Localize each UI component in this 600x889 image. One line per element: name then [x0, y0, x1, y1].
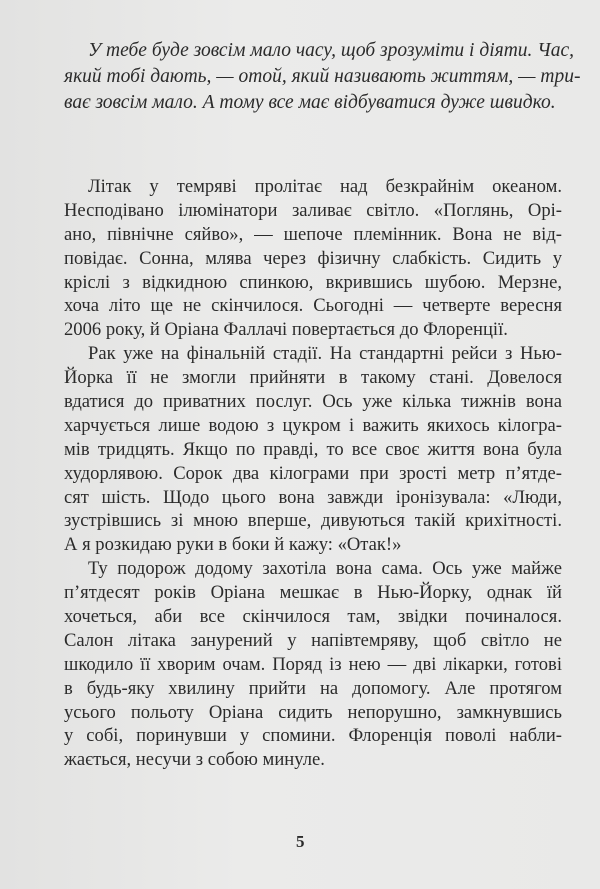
text-line: харчується лише водою з цукром і важить якихось кілогра- [64, 414, 562, 436]
text-line: 2006 року, й Оріана Фаллачі повертається до Флоренції. [64, 319, 508, 341]
text-line: п’ятдесят років Оріана мешкає в Нью-Йорку, однак їй [64, 582, 562, 604]
text-line: в будь-яку хвилину прийти на допомогу. Але протягом [64, 677, 562, 699]
text-line: у собі, поринувши у спомини. Флоренція поволі набли- [64, 725, 562, 747]
paragraph [64, 557, 562, 772]
text-line: хоча літо ще не скінчилося. Сьогодні — четверте вересня [64, 295, 562, 317]
epigraph [64, 38, 581, 116]
text-line: усього польоту Оріана сидить непорушно, замкнувшись [64, 701, 562, 723]
epigraph-line: ває зовсім мало. А тому все має відбуватися дуже швидко. [64, 92, 556, 113]
text-line: сят шість. Щодо цього вона завжди іронізувала: «Люди, [64, 486, 562, 508]
page-number: 5 [296, 832, 305, 851]
text-line: Йорка її не змогли прийняти в такому стані. Довелося [64, 367, 562, 389]
text-line: жається, несучи з собою минуле. [64, 749, 325, 771]
text-line: Літак у темряві пролітає над безкрайнім океаном. [88, 176, 562, 197]
text-line: мів тридцять. Якщо по правді, то все своє життя вона була [64, 438, 562, 460]
text-line: Ту подорож додому захотіла вона сама. Ось уже майже [88, 558, 562, 580]
text-line: Салон літака занурений у напівтемряву, щоб світло не [64, 629, 562, 651]
paragraph [64, 342, 562, 557]
text-line: повідає. Сонна, млява через фізичну слабкість. Сидить у [64, 247, 562, 269]
text-line: вдатися до приватних послуг. Ось уже кілька тижнів вона [64, 391, 562, 413]
paragraph [64, 175, 562, 342]
text-line: Несподівано ілюмінатори заливає світло. «Поглянь, Орі- [64, 199, 562, 221]
text-line: ано, північне сяйво», — шепоче племінник. Вона не від- [64, 223, 562, 245]
epigraph-line: У тебе буде зовсім мало часу, щоб зрозуміти і діяти. Час, [88, 40, 574, 61]
text-line: шкодило її хворим очам. Поряд із нею — дві лікарки, готові [64, 653, 562, 675]
epigraph-line: який тобі дають, — отой, який називають життям, — три- [64, 66, 581, 87]
text-line: зустрівшись зі мною вперше, дивуються такій крихітності. [64, 510, 562, 532]
body-text [64, 175, 562, 772]
text-line: худорлявою. Сорок два кілограми при зрості метр п’ятде- [64, 462, 562, 484]
text-line: кріслі з відкидною спинкою, вкрившись шубою. Мерзне, [64, 271, 562, 293]
text-line: хочеться, аби все скінчилося там, звідки починалося. [64, 606, 562, 628]
text-line: Рак уже на фінальній стадії. На стандартні рейси з Нью- [88, 343, 562, 365]
text-line: А я розкидаю руки в боки й кажу: «Отак!» [64, 534, 402, 556]
